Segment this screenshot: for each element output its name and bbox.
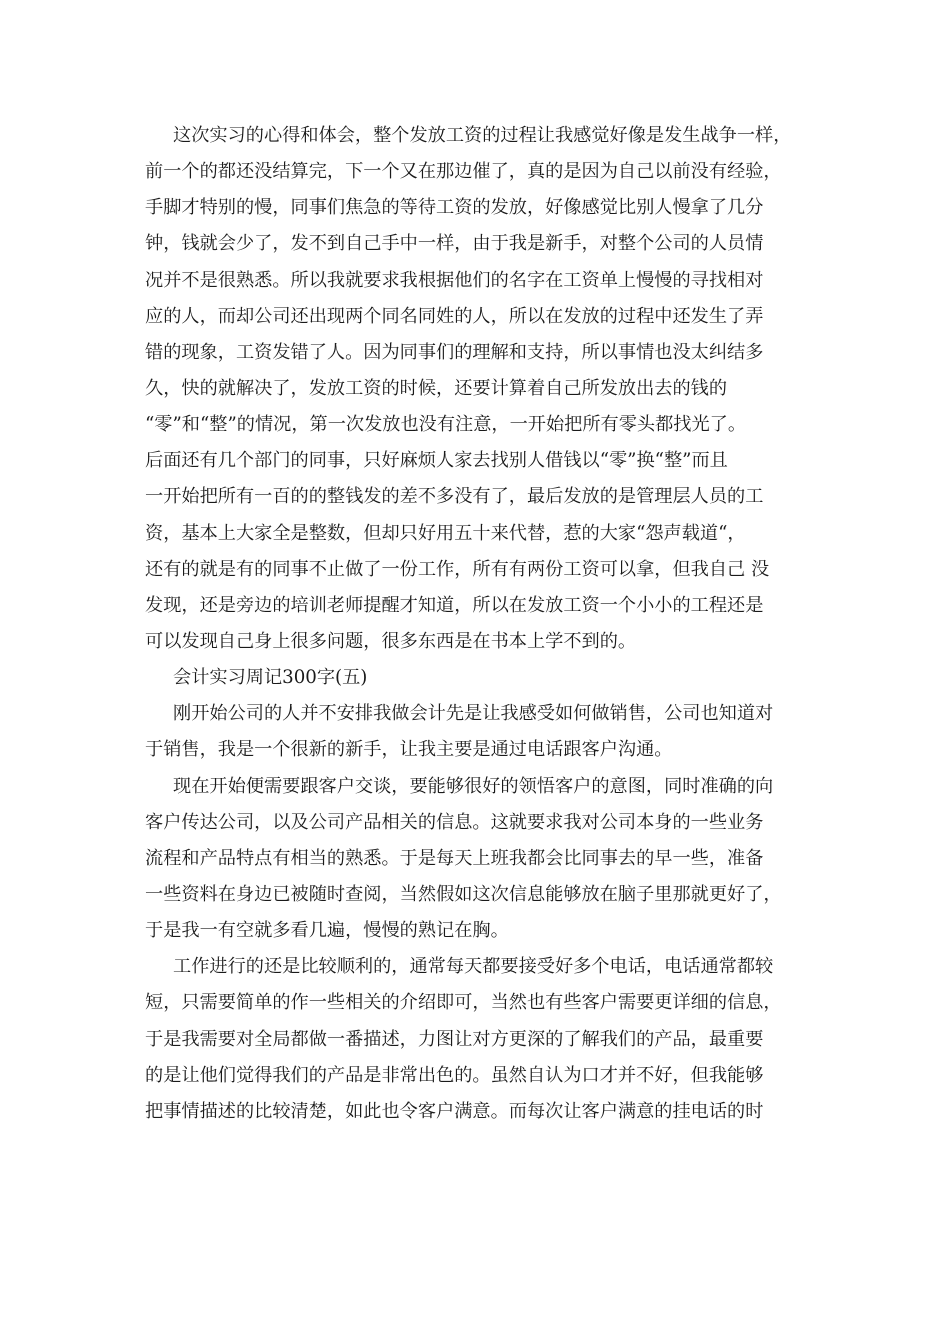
paragraph-line: 把事情描述的比较清楚，如此也令客户满意。而每次让客户满意的挂电话的时 <box>145 1100 764 1122</box>
paragraph-line: 资，基本上大家全是整数，但却只好用五十来代替，惹的大家“怨声载道“， <box>145 522 746 544</box>
paragraph-line: 应的人，而却公司还出现两个同名同姓的人，所以在发放的过程中还发生了弄 <box>145 305 764 327</box>
paragraph-line: 可以发现自己身上很多问题，很多东西是在书本上学不到的。 <box>145 630 637 652</box>
section-heading: 会计实习周记300字(五) <box>173 667 368 689</box>
paragraph-line: 客户传达公司，以及公司产品相关的信息。这就要求我对公司本身的一些业务 <box>145 811 764 833</box>
paragraph-line: “零”和“整”的情况，第一次发放也没有注意，一开始把所有零头都找光了。 <box>145 414 747 436</box>
paragraph-line: 前一个的都还没结算完，下一个又在那边催了，真的是因为自己以前没有经验， <box>145 161 782 183</box>
paragraph-line: 一开始把所有一百的的整钱发的差不多没有了，最后发放的是管理层人员的工 <box>145 486 764 508</box>
paragraph-line: 久，快的就解决了，发放工资的时候，还要计算着自己所发放出去的钱的 <box>145 377 728 399</box>
paragraph-line: 刚开始公司的人并不安排我做会计先是让我感受如何做销售，公司也知道对 <box>173 703 774 725</box>
paragraph-line: 现在开始便需要跟客户交谈，要能够很好的领悟客户的意图，同时准确的向 <box>173 775 774 797</box>
paragraph-line: 于是我需要对全局都做一番描述，力图让对方更深的了解我们的产品，最重要 <box>145 1028 764 1050</box>
paragraph-line: 的是让他们觉得我们的产品是非常出色的。虽然自认为口才并不好，但我能够 <box>145 1064 764 1086</box>
paragraph-line: 一些资料在身边已被随时查阅，当然假如这次信息能够放在脑子里那就更好了， <box>145 883 782 905</box>
paragraph-line: 后面还有几个部门的同事，只好麻烦人家去找别人借钱以“零”换“整”而且 <box>145 450 728 472</box>
paragraph-line: 于销售，我是一个很新的新手，让我主要是通过电话跟客户沟通。 <box>145 739 673 761</box>
paragraph-line: 还有的就是有的同事不止做了一份工作，所有有两份工资可以拿，但我自己 没 <box>145 558 770 580</box>
paragraph-line: 流程和产品特点有相当的熟悉。于是每天上班我都会比同事去的早一些，准备 <box>145 847 764 869</box>
paragraph-line: 钟，钱就会少了，发不到自己手中一样，由于我是新手，对整个公司的人员情 <box>145 233 764 255</box>
paragraph-line: 这次实习的心得和体会，整个发放工资的过程让我感觉好像是发生战争一样， <box>173 125 792 146</box>
paragraph-line: 发现，还是旁边的培训老师提醒才知道，所以在发放工资一个小小的工程还是 <box>145 594 764 616</box>
paragraph-line: 于是我一有空就多看几遍，慢慢的熟记在胸。 <box>145 920 509 942</box>
document-body <box>145 118 815 1130</box>
paragraph-line: 短，只需要简单的作一些相关的介绍即可，当然也有些客户需要更详细的信息， <box>145 992 782 1014</box>
paragraph-line: 手脚才特别的慢，同事们焦急的等待工资的发放，好像感觉比别人慢拿了几分 <box>145 197 764 219</box>
paragraph-line: 错的现象，工资发错了人。因为同事们的理解和支持，所以事情也没太纠结多 <box>145 341 764 363</box>
paragraph-line: 况并不是很熟悉。所以我就要求我根据他们的名字在工资单上慢慢的寻找相对 <box>145 269 764 291</box>
paragraph-line: 工作进行的还是比较顺利的，通常每天都要接受好多个电话，电话通常都较 <box>173 956 774 978</box>
